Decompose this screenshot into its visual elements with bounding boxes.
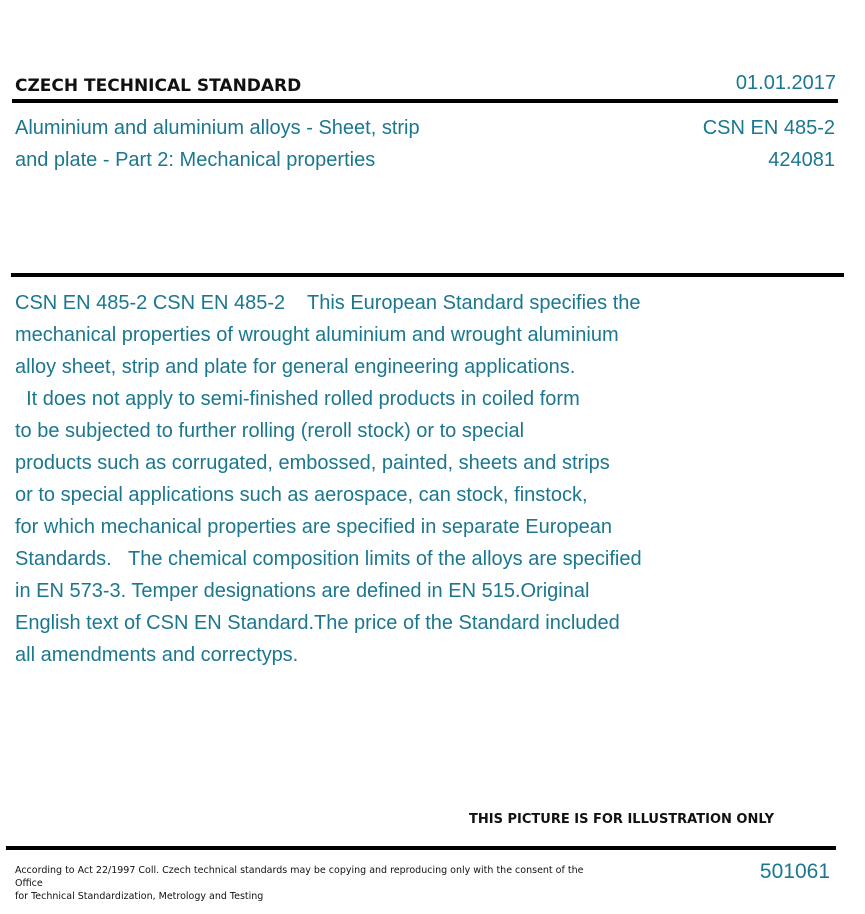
standard-title-line-1: Aluminium and aluminium alloys - Sheet, strip: [15, 117, 420, 139]
copyright-note-line-1: According to Act 22/1997 Coll. Czech technical standards may be copying and reproducing only with the consent of the Office: [15, 865, 584, 889]
issue-date: 01.01.2017: [735, 72, 836, 94]
body-text-line: alloy sheet, strip and plate for general engineering applications.: [15, 356, 576, 378]
body-text-line: Standards. The chemical composition limits of the alloys are specified: [15, 548, 642, 570]
body-text-line: in EN 573-3. Temper designations are defined in EN 515.Original: [15, 580, 590, 602]
standard-number: CSN EN 485-2: [702, 117, 835, 139]
body-text-line: or to special applications such as aerospace, can stock, finstock,: [15, 484, 588, 506]
body-text-line: CSN EN 485-2 CSN EN 485-2 This European Standard specifies the: [15, 292, 641, 314]
footer-code: 501061: [759, 860, 830, 883]
body-text-line: to be subjected to further rolling (reroll stock) or to special: [15, 420, 525, 442]
top-divider: [12, 99, 838, 103]
bottom-divider: [6, 846, 836, 850]
copyright-note: [15, 864, 595, 903]
body-text-line: mechanical properties of wrought aluminium and wrought aluminium: [15, 324, 619, 346]
document-type-heading: CZECH TECHNICAL STANDARD: [15, 76, 302, 96]
body-text-line: products such as corrugated, embossed, painted, sheets and strips: [15, 452, 610, 474]
standard-title-line-2: and plate - Part 2: Mechanical properties: [15, 149, 376, 171]
middle-divider: [11, 273, 844, 277]
body-text-line: all amendments and correctурs.: [15, 644, 299, 666]
copyright-note-line-2: for Technical Standardization, Metrology and Testing: [15, 891, 264, 902]
body-text-line: for which mechanical properties are specified in separate European: [15, 516, 613, 538]
body-text-line: English text of CSN EN Standard.The price of the Standard included: [15, 612, 620, 634]
illustration-disclaimer: THIS PICTURE IS FOR ILLUSTRATION ONLY: [469, 812, 774, 827]
body-text-line: It does not apply to semi-finished rolled products in coiled form: [15, 388, 580, 410]
catalog-number: 424081: [768, 149, 835, 171]
